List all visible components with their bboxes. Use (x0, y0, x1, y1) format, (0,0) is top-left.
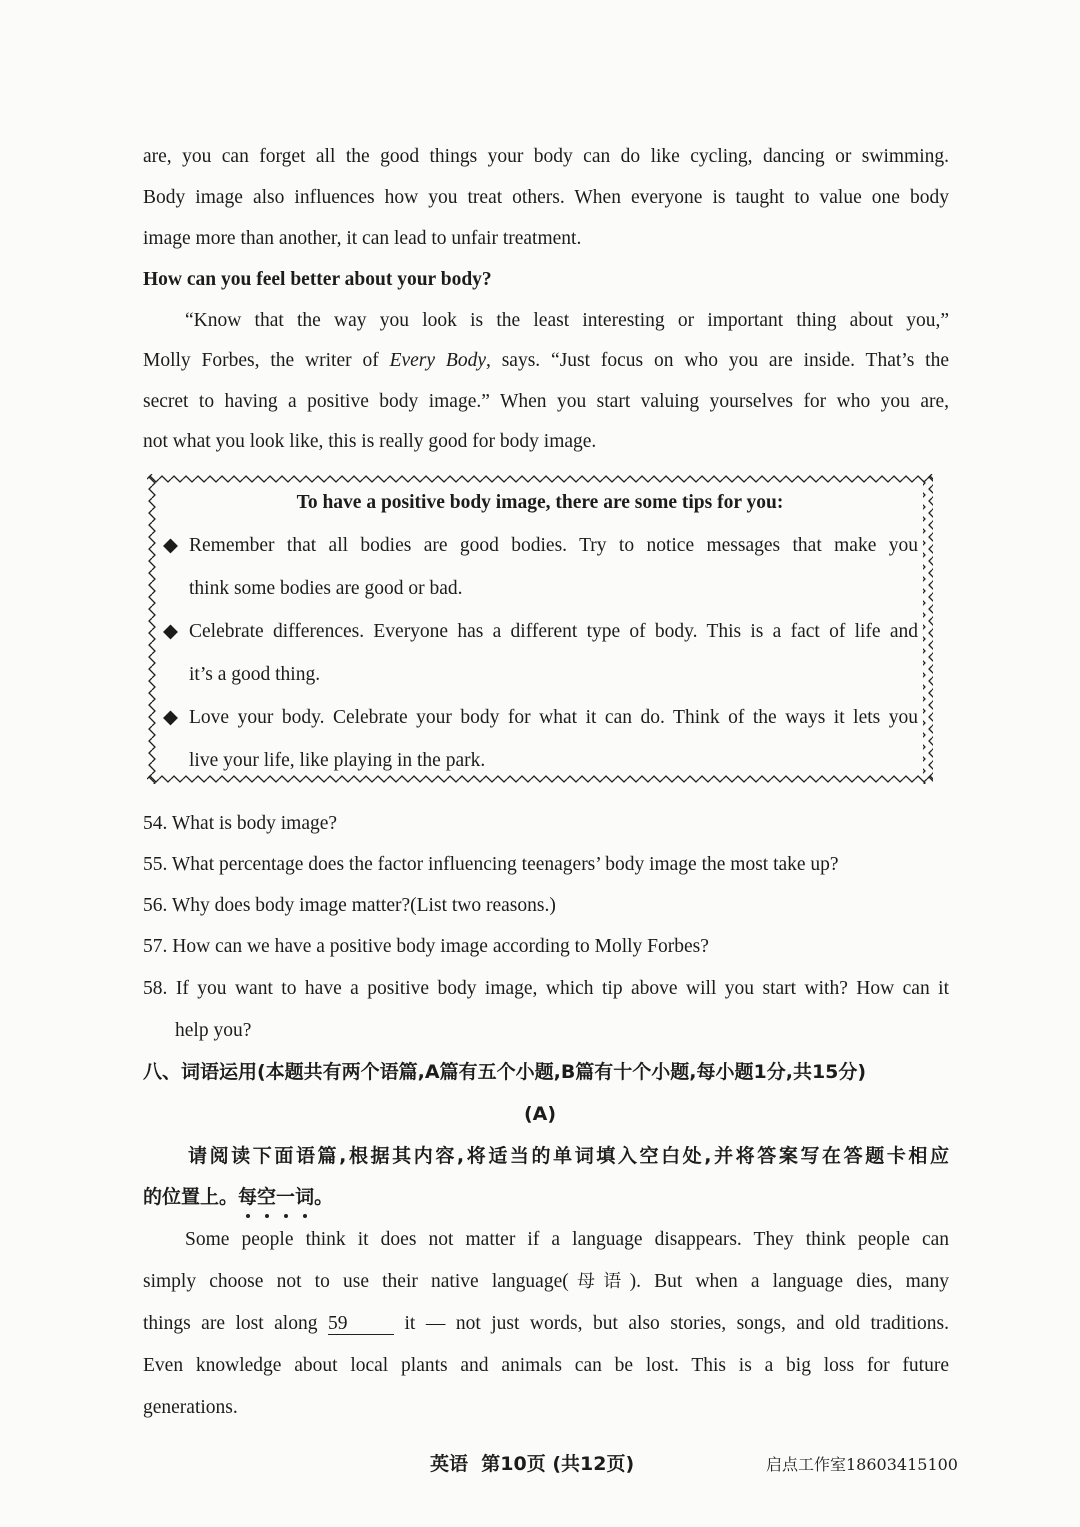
part-a-label: (A) (523, 1103, 557, 1125)
diamond-bullet-icon: ◆ (163, 621, 178, 642)
dotted-char: 一 (276, 1186, 296, 1208)
text-segment: 的位置上。 (143, 1186, 239, 1208)
text-segment: it — not just words, but also stories, songs, and old traditions. (393, 1313, 949, 1334)
tip-text: Love your body. Celebrate your body for what it can do. Think of the ways it lets you (189, 707, 918, 728)
section-heading: How can you feel better about your body? (143, 269, 492, 290)
passage-p2-line-4: not what you look like, this is really good for body image. (143, 431, 597, 452)
text-segment: , says. “Just focus on who you are inside. That’s the (485, 350, 949, 371)
tip-item-2 (163, 620, 918, 644)
cloze-line-3 (143, 1312, 949, 1336)
question-56: 56. Why does body image matter?(List two reasons.) (143, 895, 556, 916)
passage-line-3: image more than another, it can lead to unfair treatment. (143, 228, 582, 249)
cloze-line-1: Some people think it does not matter if a language disappears. They think people can (185, 1229, 949, 1250)
tip-item-3 (163, 706, 918, 730)
text-segment: 。 (314, 1186, 334, 1208)
passage-p2-line-1: “Know that the way you look is the least interesting or important thing about you,” (185, 310, 949, 331)
cloze-line-5: generations. (143, 1397, 238, 1418)
book-title: Every Body (389, 350, 486, 371)
tip-text: Celebrate differences. Everyone has a different type of body. This is a fact of life and (189, 621, 918, 642)
passage-line-1: are, you can forget all the good things your body can do like cycling, dancing or swimming. (143, 146, 949, 167)
footer-page-number: 第10页 (481, 1453, 546, 1475)
cloze-line-2 (143, 1270, 949, 1294)
passage-p2-line-2 (143, 349, 949, 373)
tip-item-1 (163, 534, 918, 558)
tip-item-2-cont: it’s a good thing. (189, 664, 321, 685)
blank-59[interactable]: 59 (328, 1314, 394, 1335)
question-57: 57. How can we have a positive body image according to Molly Forbes? (143, 936, 709, 957)
chinese-gloss: 母语 (568, 1271, 630, 1292)
tip-text: Remember that all bodies are good bodies. Try to notice messages that make you (189, 535, 918, 556)
tip-item-1-cont: think some bodies are good or bad. (189, 578, 463, 599)
section-8-title: 八、词语运用(本题共有两个语篇,A篇有五个小题,B篇有十个小题,每小题1分,共15分) (143, 1061, 867, 1083)
passage-line-2: Body image also influences how you treat others. When everyone is taught to value one body (143, 187, 949, 208)
question-54: 54. What is body image? (143, 813, 338, 834)
tips-title: To have a positive body image, there are some tips for you: (296, 492, 784, 513)
instruction-line-2 (143, 1185, 333, 1209)
question-58: 58. If you want to have a positive body image, which tip above will you start with? How can it (143, 978, 949, 999)
dotted-char: 空 (257, 1186, 277, 1208)
text-segment: ). But when a language dies, many (629, 1271, 949, 1292)
question-58-cont: help you? (175, 1020, 252, 1041)
text-segment: simply choose not to use their native language( (143, 1271, 569, 1292)
tip-item-3-cont: live your life, like playing in the park. (189, 750, 486, 771)
text-segment: things are lost along (143, 1313, 328, 1334)
passage-p2-line-3: secret to having a positive body image.” When you start valuing yourselves for who you are, (143, 391, 949, 412)
footer-watermark: 启点工作室18603415100 (766, 1455, 958, 1474)
emphasis-dotted-text (238, 1186, 314, 1208)
cloze-line-4: Even knowledge about local plants and animals can be lost. This is a big loss for future (143, 1355, 949, 1376)
footer-subject: 英语 (430, 1453, 469, 1475)
dotted-char: 词 (295, 1186, 315, 1208)
question-55: 55. What percentage does the factor influencing teenagers’ body image the most take up? (143, 854, 839, 875)
footer-page-info (430, 1449, 634, 1476)
diamond-bullet-icon: ◆ (163, 707, 178, 728)
text-segment: Molly Forbes, the writer of (143, 350, 390, 371)
footer-total-pages: (共12页) (552, 1453, 635, 1475)
instruction-line-1: 请阅读下面语篇,根据其内容,将适当的单词填入空白处,并将答案写在答题卡相应 (188, 1145, 949, 1167)
dotted-char: 每 (238, 1186, 258, 1208)
diamond-bullet-icon: ◆ (163, 535, 178, 556)
